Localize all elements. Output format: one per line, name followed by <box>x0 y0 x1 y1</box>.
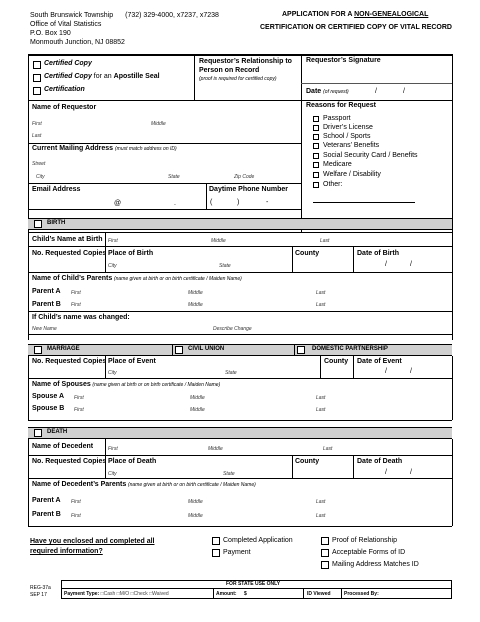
death-checkbox[interactable] <box>34 429 42 437</box>
signature-label: Requestor’s Signature <box>306 57 381 64</box>
address-match-label: Mailing Address Matches ID <box>332 561 419 568</box>
city-hint: City <box>36 174 45 180</box>
state-hint: State <box>223 471 235 477</box>
phone-dash: - <box>266 199 269 206</box>
marriage-copies-label: No. Requested Copies <box>32 358 107 365</box>
spouses-label: Name of Spouses (name given at birth or on birth certificate / Maiden Name) <box>32 381 221 388</box>
place-of-birth-label: Place of Birth <box>108 250 154 257</box>
date-sep: / <box>410 261 412 268</box>
reason-social-security: Social Security Card / Benefits <box>323 152 418 159</box>
certified-copy-checkbox[interactable] <box>33 61 41 69</box>
reason-license: Driver’s License <box>323 124 373 131</box>
check-option[interactable]: □Check <box>130 591 148 597</box>
domestic-partnership-checkbox[interactable] <box>297 346 305 354</box>
waived-option[interactable]: □Waived <box>149 591 169 597</box>
reason-veterans: Veterans’ Benefits <box>323 142 380 149</box>
middle-hint: Middle <box>211 238 226 244</box>
cash-option[interactable]: □Cash <box>100 591 116 597</box>
date-of-event-label: Date of Event <box>357 358 402 365</box>
decedent-parents-label: Name of Decedent’s Parents (name given at birth or on birth certificate / Maiden Name) <box>32 481 256 488</box>
reasons-label: Reasons for Request <box>306 102 377 109</box>
domestic-partnership-header: DOMESTIC PARTNERSHIP <box>312 346 388 352</box>
date-sep: / <box>403 88 405 95</box>
address-match-checkbox[interactable] <box>321 561 329 569</box>
marriage-header: MARRIAGE <box>47 346 80 352</box>
parent-b-label: Parent B <box>32 301 61 308</box>
last-hint: Last <box>323 446 333 452</box>
checklist-question: Have you enclosed and completed all required information? <box>30 538 155 555</box>
processed-by-label: Processed By: <box>344 591 379 597</box>
place-of-death-label: Place of Death <box>108 458 157 465</box>
form-title: APPLICATION FOR A NON-GENEALOGICAL <box>282 11 429 18</box>
place-of-event-label: Place of Event <box>108 358 156 365</box>
marriage-county-label: County <box>324 358 349 365</box>
first-hint: First <box>74 395 84 401</box>
email-at: @ <box>114 200 122 207</box>
middle-hint: Middle <box>190 407 205 413</box>
reason-medicare: Medicare <box>323 161 352 168</box>
office-address <box>30 11 219 47</box>
payment-checkbox[interactable] <box>212 549 220 557</box>
certification-label: Certification <box>44 86 85 93</box>
office-phone: (732) 329-4000, x7237, x7238 <box>125 12 219 19</box>
birth-header: BIRTH <box>47 220 66 226</box>
office-line3: P.O. Box 190 <box>30 30 71 37</box>
parent-a-label: Parent A <box>32 288 61 295</box>
office-name: South Brunswick Township <box>30 12 114 19</box>
middle-hint: Middle <box>188 290 203 296</box>
middle-hint: Middle <box>188 513 203 519</box>
requestor-name-label: Name of Requestor <box>32 104 97 111</box>
city-hint: City <box>108 471 117 477</box>
proof-label: Proof of Relationship <box>332 537 397 544</box>
reason-school: School / Sports <box>323 133 371 140</box>
date-sep: / <box>385 261 387 268</box>
first-hint: First <box>71 513 81 519</box>
last-hint: Last <box>316 395 326 401</box>
passport-checkbox[interactable] <box>313 116 319 122</box>
office-line2: Office of Vital Statistics <box>30 21 102 28</box>
birth-checkbox[interactable] <box>34 220 42 228</box>
payment-type-row: Payment Type: □Cash □M/O □Check □Waived <box>64 591 169 597</box>
forms-id-checkbox[interactable] <box>321 549 329 557</box>
child-parents-label: Name of Child’s Parents (name given at birth or on birth certificate / Maiden Name) <box>32 275 242 282</box>
social-security-checkbox[interactable] <box>313 153 319 159</box>
date-sep: / <box>385 368 387 375</box>
death-parent-a-label: Parent A <box>32 497 61 504</box>
office-line4: Monmouth Junction, NJ 08852 <box>30 39 125 46</box>
email-label: Email Address <box>32 186 81 193</box>
payment-label: Payment <box>223 549 251 556</box>
phone-label: Daytime Phone Number <box>209 186 288 193</box>
death-county-label: County <box>295 458 320 465</box>
apostille-label: Certified Copy for an Apostille Seal <box>44 73 160 80</box>
date-sep: / <box>410 469 412 476</box>
certification-checkbox[interactable] <box>33 87 41 95</box>
last-hint: Last <box>320 238 330 244</box>
date-sep: / <box>410 368 412 375</box>
email-dot: . <box>174 200 176 207</box>
middle-hint: Middle <box>208 446 223 452</box>
relationship-note: (proof is required for certified copy) <box>199 76 277 82</box>
medicare-checkbox[interactable] <box>313 162 319 168</box>
date-of-birth-label: Date of Birth <box>357 250 399 257</box>
new-name-hint: New Name <box>32 326 57 332</box>
proof-checkbox[interactable] <box>321 537 329 545</box>
state-hint: State <box>225 370 237 376</box>
city-hint: City <box>108 370 117 376</box>
completed-application-checkbox[interactable] <box>212 537 220 545</box>
decedent-name-label: Name of Decedent <box>32 443 94 450</box>
request-date: Date (of request) <box>306 88 349 95</box>
form-title-line2: CERTIFICATION OR CERTIFIED COPY OF VITAL RECORD <box>260 24 452 31</box>
phone-open: ( <box>210 199 213 206</box>
first-hint: First <box>74 407 84 413</box>
reason-other: Other: <box>323 181 343 188</box>
zip-hint: Zip Code <box>234 174 255 180</box>
reason-passport: Passport <box>323 115 351 122</box>
first-hint: First <box>32 121 42 127</box>
middle-hint: Middle <box>151 121 166 127</box>
marriage-checkbox[interactable] <box>34 346 42 354</box>
middle-hint: Middle <box>190 395 205 401</box>
last-hint: Last <box>32 133 42 139</box>
last-hint: Last <box>316 302 326 308</box>
other-checkbox[interactable] <box>313 182 319 188</box>
first-hint: First <box>108 238 118 244</box>
id-viewed-label: ID Viewed <box>307 591 331 597</box>
last-hint: Last <box>316 499 326 505</box>
license-checkbox[interactable] <box>313 125 319 131</box>
first-hint: First <box>71 302 81 308</box>
completed-application-label: Completed Application <box>223 537 293 544</box>
form-number: REG-37a SEP 17 <box>30 585 51 598</box>
name-changed-label: If Child’s name was changed: <box>32 314 130 321</box>
state-use-label: FOR STATE USE ONLY <box>226 581 281 587</box>
date-of-death-label: Date of Death <box>357 458 403 465</box>
last-hint: Last <box>316 407 326 413</box>
state-hint: State <box>219 263 231 269</box>
city-hint: City <box>108 263 117 269</box>
relationship-label: Requestor’s Relationship to Person on Record <box>199 58 292 74</box>
spouse-b-label: Spouse B <box>32 405 65 412</box>
street-hint: Street <box>32 161 46 167</box>
certified-copy-label: Certified Copy <box>44 60 92 67</box>
mo-option[interactable]: □M/O <box>116 591 130 597</box>
birth-county-label: County <box>295 250 320 257</box>
last-hint: Last <box>316 513 326 519</box>
middle-hint: Middle <box>188 499 203 505</box>
school-checkbox[interactable] <box>313 134 319 140</box>
death-header: DEATH <box>47 429 68 435</box>
last-hint: Last <box>316 290 326 296</box>
middle-hint: Middle <box>188 302 203 308</box>
mailing-address-label: Current Mailing Address (must match address on ID) <box>32 145 177 152</box>
death-parent-b-label: Parent B <box>32 511 61 518</box>
date-sep: / <box>375 88 377 95</box>
welfare-checkbox[interactable] <box>313 172 319 178</box>
veterans-checkbox[interactable] <box>313 143 319 149</box>
forms-id-label: Acceptable Forms of ID <box>332 549 406 556</box>
describe-change-hint: Describe Change <box>213 326 252 332</box>
first-hint: First <box>108 446 118 452</box>
civil-union-header: CIVIL UNION <box>188 346 225 352</box>
apostille-checkbox[interactable] <box>33 74 41 82</box>
state-hint: State <box>168 174 180 180</box>
death-copies-label: No. Requested Copies <box>32 458 107 465</box>
spouse-a-label: Spouse A <box>32 393 65 400</box>
first-hint: First <box>71 290 81 296</box>
date-sep: / <box>385 469 387 476</box>
civil-union-checkbox[interactable] <box>175 346 183 354</box>
birth-copies-label: No. Requested Copies <box>32 250 107 257</box>
reason-welfare: Welfare / Disability <box>323 171 381 178</box>
amount-label: Amount: $ <box>216 591 247 597</box>
first-hint: First <box>71 499 81 505</box>
child-name-label: Child’s Name at Birth <box>32 236 103 243</box>
phone-close: ) <box>237 199 240 206</box>
